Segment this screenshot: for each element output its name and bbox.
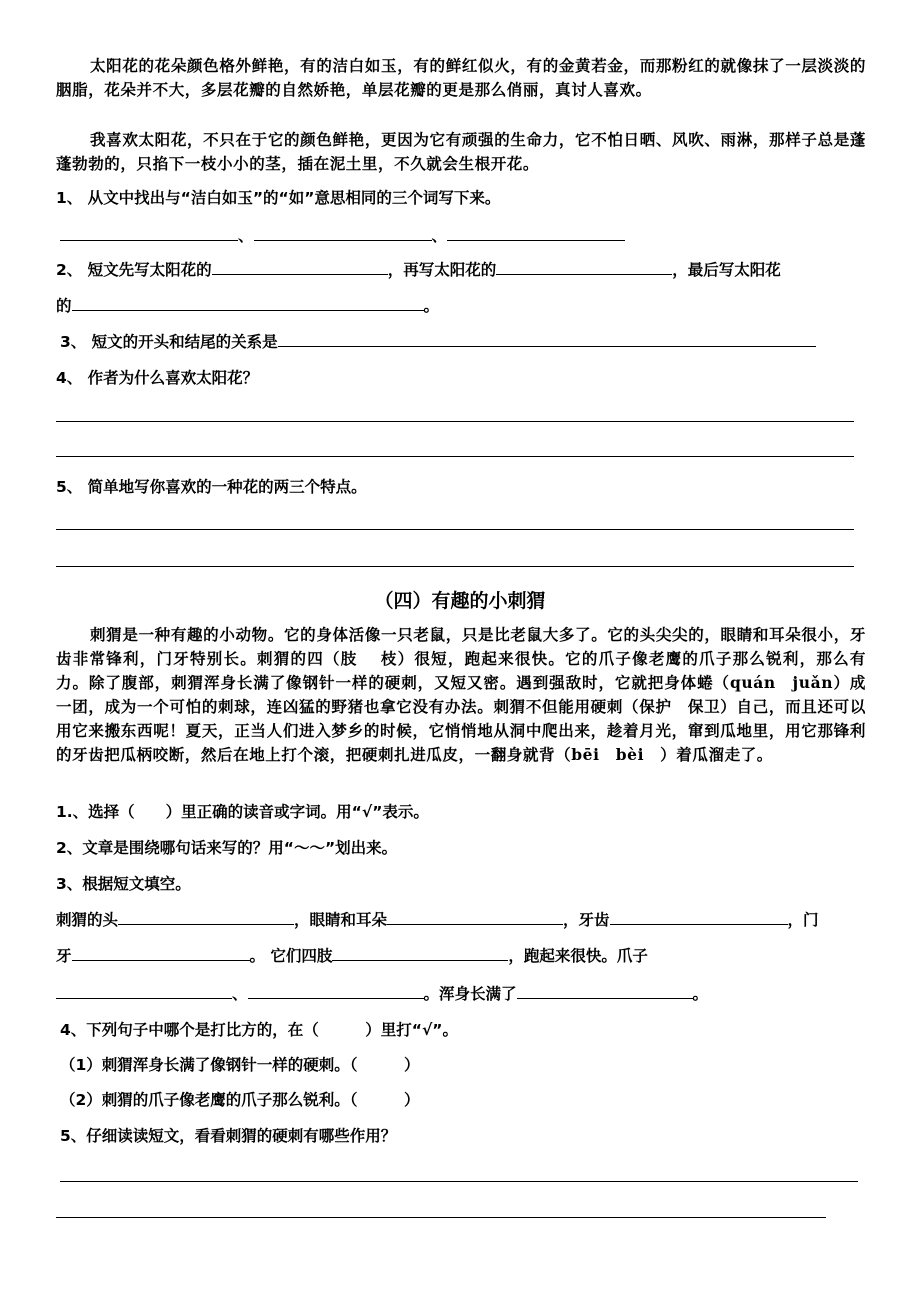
separator: 、 bbox=[431, 227, 448, 245]
answer-blank[interactable] bbox=[517, 982, 693, 999]
answer-blank[interactable] bbox=[60, 224, 238, 241]
answer-line[interactable] bbox=[56, 566, 854, 567]
answer-blank[interactable] bbox=[254, 224, 432, 241]
fill-row-2: 牙 。 它们四肢 ，跑起来很快。爪子 bbox=[56, 944, 864, 966]
answer-blank[interactable] bbox=[72, 944, 250, 961]
passage1-question-3: 3、 短文的开头和结尾的关系是 bbox=[60, 330, 816, 352]
hedgehog-passage: 刺猬是一种有趣的小动物。它的身体活像一只老鼠，只是比老鼠大多了。它的头尖尖的，眼睛和耳朵很小，牙齿非常锋利，门牙特别长。刺猬的四（肢 枝）很短，跑起来很快。它的爪子像老鹰的爪子那么锐利，那么有力。除了腹部，刺猬浑身长满了像钢针一样的硬刺，又短又密。遇到强敌时，它就把身体蜷（quán juǎn）成一团，成为一个可怕的刺球，连凶猛的野猪也拿它没有办法。刺猬不但能用硬刺（保护 保卫）自己，而且还可以用它来搬东西呢！夏天，正当人们进入梦乡的时候，它悄悄地从洞中爬出来，趁着月光，窜到瓜地里，用它那锋利的牙齿把瓜柄咬断，然后在地上打个滚，把硬刺扎进瓜皮，一翻身就背（bēi bèi ）着瓜溜走了。 bbox=[56, 625, 866, 764]
fill-row-1: 刺猬的头 ，眼睛和耳朵 ，牙齿 ，门 bbox=[56, 908, 864, 930]
passage1-question-1: 1、 从文中找出与“洁白如玉”的“如”意思相同的三个词写下来。 bbox=[56, 189, 501, 207]
answer-blank[interactable] bbox=[72, 294, 424, 311]
passage1-paragraph-2: 我喜欢太阳花，不只在于它的颜色鲜艳，更因为它有顽强的生命力，它不怕日晒、风吹、雨淋，那样子总是蓬蓬勃勃的，只掐下一枝小小的茎，插在泥土里，不久就会生根开花。 bbox=[56, 130, 866, 173]
section-title: （四）有趣的小刺猬 bbox=[374, 590, 546, 612]
answer-line[interactable] bbox=[56, 1217, 826, 1218]
answer-blank[interactable] bbox=[496, 258, 672, 275]
answer-blank[interactable] bbox=[212, 258, 388, 275]
passage1-question-2: 2、 短文先写太阳花的 ，再写太阳花的 ，最后写太阳花 bbox=[56, 258, 781, 280]
fill-row-3: 、 。浑身长满了 。 bbox=[56, 982, 864, 1004]
answer-line[interactable] bbox=[60, 1181, 858, 1182]
passage1-question-5: 5、 简单地写你喜欢的一种花的两三个特点。 bbox=[56, 478, 367, 496]
answer-blank[interactable] bbox=[610, 908, 788, 925]
passage1-question-2-cont: 的 。 bbox=[56, 294, 439, 316]
answer-line[interactable] bbox=[56, 529, 854, 530]
section4-question-3: 3、根据短文填空。 bbox=[56, 875, 191, 893]
answer-blank[interactable] bbox=[56, 982, 232, 999]
section4-q4-option-1[interactable]: （1）刺猬浑身长满了像钢针一样的硬刺。（ ） bbox=[60, 1056, 420, 1074]
answer-line[interactable] bbox=[56, 421, 854, 422]
section4-question-1: 1.、选择（ ）里正确的读音或字词。用“√”表示。 bbox=[56, 803, 429, 821]
section4-question-2: 2、文章是围绕哪句话来写的？用“～～”划出来。 bbox=[56, 839, 398, 857]
answer-blank[interactable] bbox=[248, 982, 424, 999]
passage1-q1-answers bbox=[60, 224, 625, 246]
separator: 、 bbox=[238, 227, 254, 245]
answer-line[interactable] bbox=[56, 456, 854, 457]
answer-blank[interactable] bbox=[447, 224, 625, 241]
section4-question-5: 5、仔细读读短文，看看刺猬的硬刺有哪些作用？ bbox=[60, 1127, 397, 1145]
section4-q4-option-2[interactable]: （2）刺猬的爪子像老鹰的爪子那么锐利。（ ） bbox=[60, 1091, 420, 1109]
section4-question-4: 4、下列句子中哪个是打比方的，在（ ）里打“√”。 bbox=[60, 1021, 458, 1039]
answer-blank[interactable] bbox=[278, 330, 816, 347]
answer-blank[interactable] bbox=[332, 944, 508, 961]
answer-blank[interactable] bbox=[118, 908, 294, 925]
passage1-question-4: 4、 作者为什么喜欢太阳花？ bbox=[56, 369, 259, 387]
passage1-paragraph-1: 太阳花的花朵颜色格外鲜艳，有的洁白如玉，有的鲜红似火，有的金黄若金，而那粉红的就像抹了一层淡淡的胭脂，花朵并不大，多层花瓣的自然娇艳，单层花瓣的更是那么俏丽，真讨人喜欢。 bbox=[56, 56, 866, 99]
answer-blank[interactable] bbox=[387, 908, 563, 925]
